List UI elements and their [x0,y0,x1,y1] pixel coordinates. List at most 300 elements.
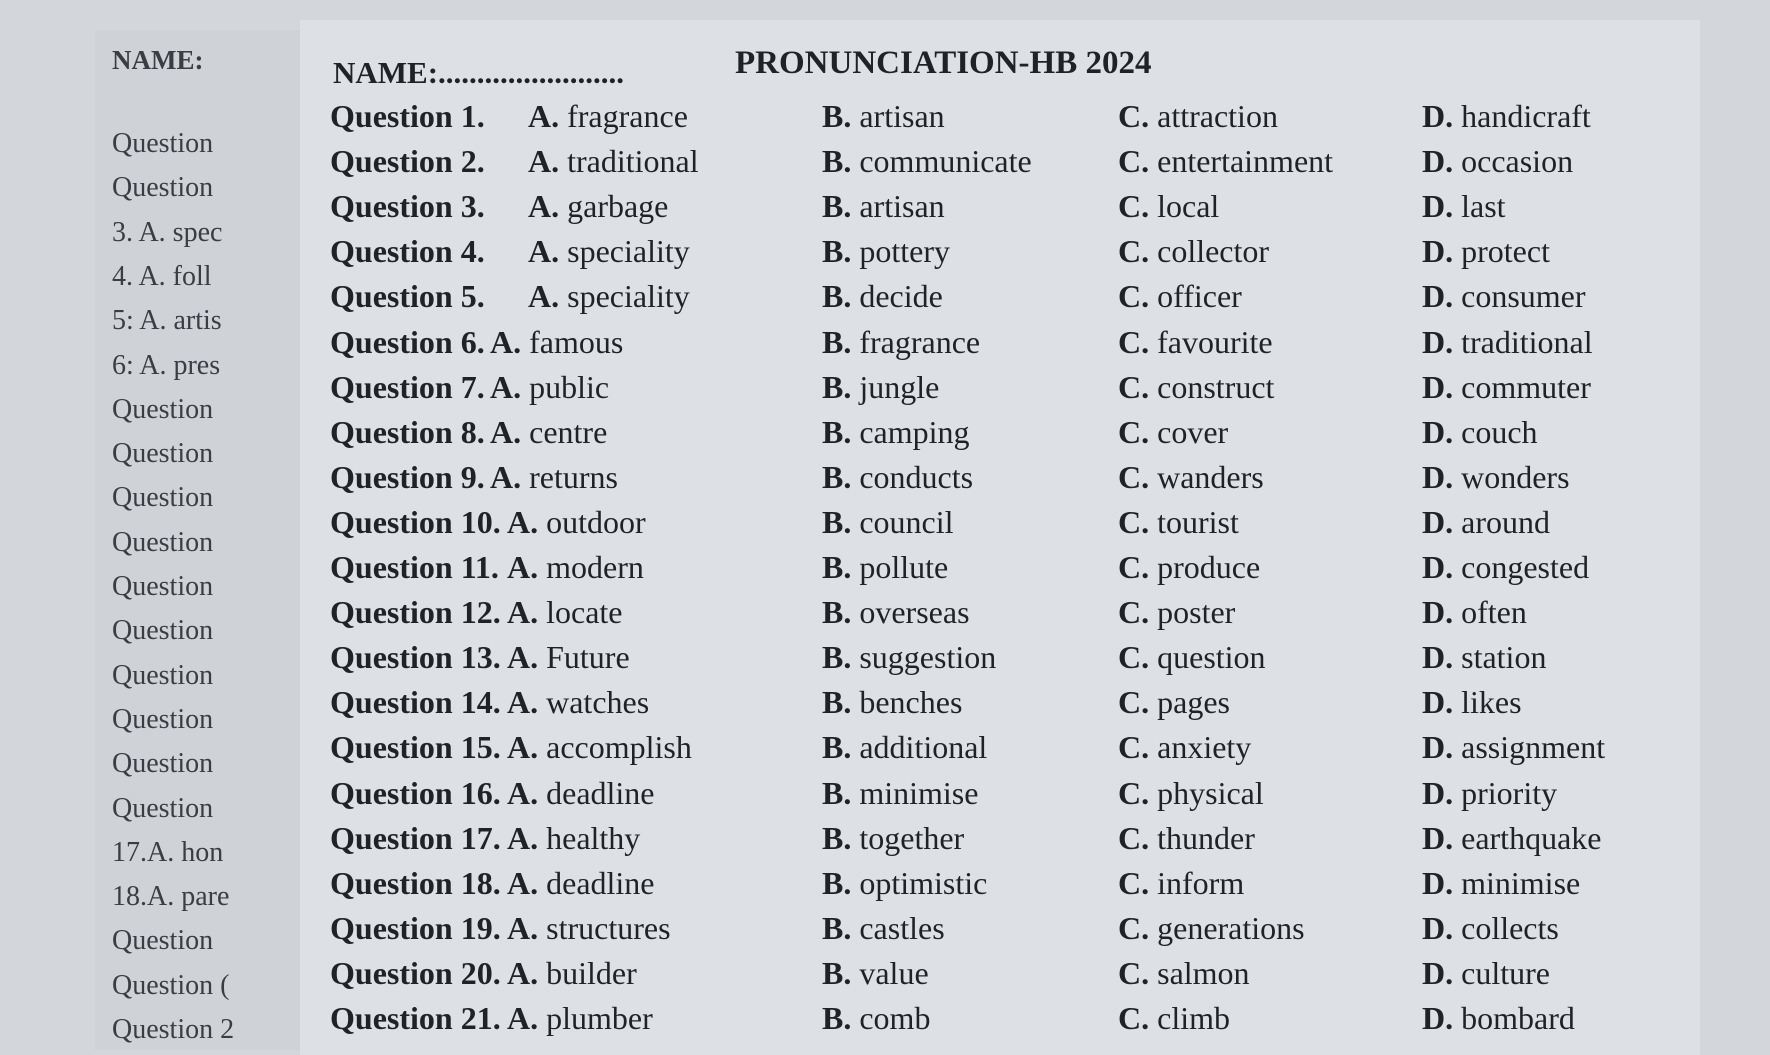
option-letter: B. [822,1000,852,1036]
option-letter: C. [1118,864,1150,901]
option-d[interactable] [1422,639,1546,676]
option-word: entertainment [1157,143,1334,180]
option-letter: B. [822,864,852,901]
option-letter: D. [1422,1000,1454,1036]
option-letter: B. [822,684,852,721]
option-c[interactable] [1118,459,1264,496]
question-label: Question 15. [330,729,501,766]
option-c[interactable] [1118,865,1244,902]
option-letter: D. [1422,458,1454,495]
under-sheet-line: Question [112,925,214,957]
option-letter: D. [1422,503,1454,540]
option-a[interactable] [507,865,655,902]
option-b[interactable] [822,414,970,451]
under-sheet-line: Question ( [112,969,230,1001]
option-word: commuter [1461,368,1591,405]
option-letter: B. [822,549,852,585]
option-letter: B. [822,954,852,991]
option-word: cover [1157,413,1229,450]
under-sheet-line: Question [112,615,214,647]
name-field-label: NAME:........................ [333,55,625,90]
option-d[interactable] [1422,955,1550,992]
option-b[interactable] [822,955,929,992]
option-word: pages [1157,684,1230,721]
question-row [0,639,1770,684]
option-word: communicate [859,143,1032,180]
option-a[interactable] [490,459,618,496]
question-row [0,1000,1770,1045]
option-letter: C. [1118,368,1150,405]
option-letter: B. [822,98,852,134]
option-letter: D. [1422,233,1454,270]
option-b[interactable] [822,188,945,225]
option-b[interactable] [822,820,964,857]
option-word: construct [1157,368,1275,405]
option-word: plumber [546,1000,653,1036]
option-d[interactable] [1422,820,1601,857]
option-word: occasion [1461,143,1574,180]
option-a[interactable] [507,910,671,947]
question-row [0,504,1770,549]
option-letter: A. [528,188,560,225]
option-a[interactable] [528,188,668,225]
option-word: value [859,954,929,991]
under-sheet-line: Question [112,393,214,425]
under-sheet-line: Question [112,748,214,780]
option-letter: C. [1118,819,1150,856]
option-word: consumer [1461,278,1586,315]
option-letter: D. [1422,684,1454,721]
option-letter: A. [507,729,539,766]
option-word: last [1461,188,1506,225]
question-label: Question 8. [330,413,485,450]
option-letter: C. [1118,639,1150,676]
option-b[interactable] [822,639,996,676]
option-b[interactable] [822,684,962,721]
option-b[interactable] [822,594,970,631]
option-letter: D. [1422,413,1454,450]
option-a[interactable] [528,233,690,270]
option-d[interactable] [1422,910,1559,947]
option-word: benches [859,684,963,721]
question-label: Question 20. [330,954,501,991]
option-letter: A. [507,774,539,811]
option-letter: B. [822,594,852,631]
question-row [0,775,1770,820]
option-letter: C. [1118,233,1150,270]
option-d[interactable] [1422,324,1593,361]
option-word: returns [529,458,618,495]
option-word: wonders [1461,458,1570,495]
option-word: castles [859,909,945,946]
option-c[interactable] [1118,729,1251,766]
option-word: outdoor [546,503,646,540]
option-letter: C. [1118,458,1150,495]
option-d[interactable] [1422,549,1589,586]
option-b[interactable] [822,910,945,947]
option-a[interactable] [528,143,699,180]
option-word: accomplish [546,729,692,766]
option-word: artisan [859,98,945,134]
option-c[interactable] [1118,504,1239,541]
option-letter: B. [822,188,852,225]
option-word: fragrance [567,98,688,134]
option-letter: D. [1422,188,1454,225]
option-word: attraction [1157,98,1278,134]
under-sheet-line: 17.A. hon [112,836,224,868]
option-word: earthquake [1461,819,1602,856]
option-word: garbage [567,188,669,225]
option-letter: A. [490,368,522,405]
option-letter: B. [822,819,852,856]
option-word: additional [859,729,988,766]
option-b[interactable] [822,865,987,902]
option-c[interactable] [1118,684,1230,721]
option-a[interactable] [507,504,646,541]
under-sheet-line: Question [112,438,214,470]
option-word: physical [1157,774,1264,811]
question-label: Question 1. [330,98,485,134]
option-letter: A. [528,98,560,134]
option-letter: C. [1118,729,1150,766]
option-letter: C. [1118,594,1150,631]
option-letter: D. [1422,594,1454,631]
option-c[interactable] [1118,369,1274,406]
option-word: traditional [567,143,699,180]
option-word: pollute [859,549,949,585]
option-word: camping [859,413,970,450]
option-b[interactable] [822,278,943,315]
option-letter: D. [1422,729,1454,766]
option-letter: D. [1422,819,1454,856]
option-letter: C. [1118,98,1150,134]
option-letter: C. [1118,549,1150,585]
option-letter: A. [507,909,539,946]
option-letter: A. [490,413,522,450]
option-word: produce [1157,549,1261,585]
option-word: centre [529,413,608,450]
question-label: Question 16. [330,774,501,811]
option-d[interactable] [1422,369,1591,406]
option-word: optimistic [859,864,988,901]
option-word: thunder [1157,819,1255,856]
option-letter: C. [1118,323,1150,360]
question-label: Question 10. [330,503,501,540]
option-word: watches [546,684,650,721]
option-c[interactable] [1118,594,1235,631]
question-row [0,369,1770,414]
question-label: Question 19. [330,909,501,946]
question-row [0,324,1770,369]
option-word: minimise [859,774,979,811]
option-letter: A. [507,639,539,676]
option-b[interactable] [822,775,978,812]
option-c[interactable] [1118,1000,1230,1037]
option-d[interactable] [1422,594,1527,631]
option-b[interactable] [822,233,950,270]
option-letter: C. [1118,684,1150,721]
option-letter: A. [507,819,539,856]
option-b[interactable] [822,1000,930,1037]
option-word: poster [1157,594,1236,631]
under-sheet-line: Question [112,172,214,204]
option-word: speciality [567,233,690,270]
question-row [0,143,1770,188]
option-letter: B. [822,143,852,180]
under-sheet-name-label: NAME: [112,45,204,75]
option-letter: D. [1422,864,1454,901]
option-c[interactable] [1118,98,1278,135]
option-letter: B. [822,278,852,315]
option-c[interactable] [1118,820,1255,857]
option-b[interactable] [822,459,973,496]
option-letter: D. [1422,954,1454,991]
option-letter: C. [1118,503,1150,540]
option-a[interactable] [528,278,690,315]
option-letter: A. [528,278,560,315]
option-letter: C. [1118,909,1150,946]
option-word: collects [1461,909,1559,946]
option-a[interactable] [507,820,640,857]
option-word: artisan [859,188,945,225]
question-label: Question 4. [330,233,485,270]
under-sheet-line: 18.A. pare [112,881,230,913]
option-word: around [1461,503,1550,540]
question-row [0,414,1770,459]
option-d[interactable] [1422,684,1522,721]
option-a[interactable] [507,684,649,721]
option-a[interactable] [507,729,692,766]
option-word: generations [1157,909,1305,946]
option-a[interactable] [507,775,655,812]
option-letter: D. [1422,98,1454,134]
option-d[interactable] [1422,504,1550,541]
question-label: Question 11. [330,549,499,585]
option-word: inform [1157,864,1245,901]
option-word: speciality [567,278,690,315]
option-word: comb [859,1000,931,1036]
under-sheet-line: Question [112,128,214,159]
option-word: local [1157,188,1220,225]
question-row [0,98,1770,143]
option-letter: A. [507,954,539,991]
option-d[interactable] [1422,98,1591,135]
option-b[interactable] [822,143,1032,180]
question-row [0,955,1770,1000]
option-c[interactable] [1118,549,1260,586]
option-word: jungle [859,368,940,405]
option-letter: B. [822,909,852,946]
option-letter: C. [1118,413,1150,450]
option-a[interactable] [507,594,623,631]
option-word: station [1461,639,1547,676]
option-word: climb [1157,1000,1230,1036]
option-c[interactable] [1118,414,1228,451]
option-b[interactable] [822,549,948,586]
option-letter: C. [1118,1000,1150,1036]
option-c[interactable] [1118,278,1242,315]
question-label: Question 9. [330,458,485,495]
question-row [0,910,1770,955]
option-c[interactable] [1118,188,1219,225]
question-row [0,233,1770,278]
option-letter: A. [528,233,560,270]
option-letter: D. [1422,639,1454,676]
option-a[interactable] [507,1000,653,1037]
option-letter: B. [822,323,852,360]
option-letter: B. [822,413,852,450]
question-label: Question 6. [330,323,485,360]
option-word: builder [546,954,637,991]
option-d[interactable] [1422,729,1605,766]
option-letter: C. [1118,774,1150,811]
option-letter: B. [822,233,852,270]
option-c[interactable] [1118,639,1266,676]
option-word: wanders [1157,458,1264,495]
question-label: Question 17. [330,819,501,856]
option-letter: A. [507,549,539,585]
option-word: decide [859,278,943,315]
option-word: protect [1461,233,1550,270]
under-sheet-line: Question [112,526,214,558]
option-word: culture [1461,954,1550,991]
question-label: Question 18. [330,864,501,901]
option-d[interactable] [1422,865,1580,902]
question-label: Question 12. [330,594,501,631]
question-row [0,278,1770,323]
option-word: handicraft [1461,98,1591,134]
option-letter: A. [507,1000,539,1036]
option-b[interactable] [822,98,945,135]
option-c[interactable] [1118,955,1250,992]
option-word: priority [1461,774,1558,811]
option-letter: B. [822,774,852,811]
option-letter: D. [1422,368,1454,405]
option-c[interactable] [1118,233,1269,270]
option-d[interactable] [1422,1000,1575,1037]
option-word: traditional [1461,323,1593,360]
option-word: congested [1461,549,1590,585]
under-sheet-line: Question [112,571,214,602]
option-a[interactable] [490,414,607,451]
question-label: Question 14. [330,684,501,721]
under-sheet-line: Question [112,703,214,735]
option-word: pottery [859,233,950,270]
option-letter: A. [507,864,539,901]
option-c[interactable] [1118,143,1333,180]
option-letter: C. [1118,188,1150,225]
question-label: Question 21. [330,1000,501,1036]
option-d[interactable] [1422,459,1570,496]
option-a[interactable] [528,98,688,135]
option-word: conducts [859,458,974,495]
question-row [0,459,1770,504]
option-letter: C. [1118,143,1150,180]
option-letter: A. [490,323,522,360]
option-word: favourite [1157,323,1273,360]
under-sheet-line: Question [112,792,214,824]
option-letter: D. [1422,774,1454,811]
option-word: structures [546,909,671,946]
option-word: fragrance [859,323,981,360]
option-a[interactable] [507,639,630,676]
option-letter: C. [1118,278,1150,315]
option-word: council [859,503,954,540]
option-c[interactable] [1118,910,1305,947]
option-b[interactable] [822,369,939,406]
option-a[interactable] [490,369,609,406]
option-b[interactable] [822,504,954,541]
option-word: salmon [1157,954,1250,991]
under-sheet-line: 6: A. pres [112,349,221,381]
question-row [0,549,1770,594]
option-word: public [529,368,610,405]
option-d[interactable] [1422,775,1557,812]
option-word: question [1157,639,1266,676]
question-row [0,188,1770,233]
option-word: together [859,819,965,856]
option-letter: B. [822,639,852,676]
option-c[interactable] [1118,775,1264,812]
option-word: assignment [1461,729,1606,766]
option-word: locate [546,594,623,631]
option-word: modern [546,549,644,585]
option-word: likes [1461,684,1522,721]
question-row [0,684,1770,729]
question-label: Question 5. [330,278,485,315]
question-row [0,865,1770,910]
option-d[interactable] [1422,233,1550,270]
option-letter: A. [507,503,539,540]
option-letter: A. [507,684,539,721]
option-d[interactable] [1422,188,1506,225]
option-a[interactable] [490,324,623,361]
under-sheet-line: 4. A. foll [112,260,212,292]
option-letter: D. [1422,323,1454,360]
option-letter: A. [507,594,539,631]
option-a[interactable] [507,549,644,586]
option-word: famous [529,323,624,360]
option-word: anxiety [1157,729,1252,766]
option-word: deadline [546,864,655,901]
option-letter: D. [1422,278,1454,315]
option-d[interactable] [1422,278,1586,315]
option-d[interactable] [1422,143,1573,180]
option-a[interactable] [507,955,637,992]
option-letter: B. [822,368,852,405]
option-b[interactable] [822,324,980,361]
option-letter: D. [1422,549,1454,585]
option-word: minimise [1461,864,1581,901]
question-label: Question 7. [330,368,485,405]
under-sheet-line: Question [112,482,214,514]
option-letter: B. [822,503,852,540]
option-word: overseas [859,594,970,631]
option-word: deadline [546,774,655,811]
question-label: Question 3. [330,188,485,225]
option-letter: B. [822,458,852,495]
option-word: Future [546,639,630,676]
option-letter: C. [1118,954,1150,991]
under-sheet-line: Question [112,659,214,691]
option-letter: A. [528,143,560,180]
page-title: PRONUNCIATION-HB 2024 [735,45,1152,81]
option-c[interactable] [1118,324,1273,361]
option-d[interactable] [1422,414,1538,451]
question-row [0,729,1770,774]
question-row [0,820,1770,865]
option-b[interactable] [822,729,987,766]
